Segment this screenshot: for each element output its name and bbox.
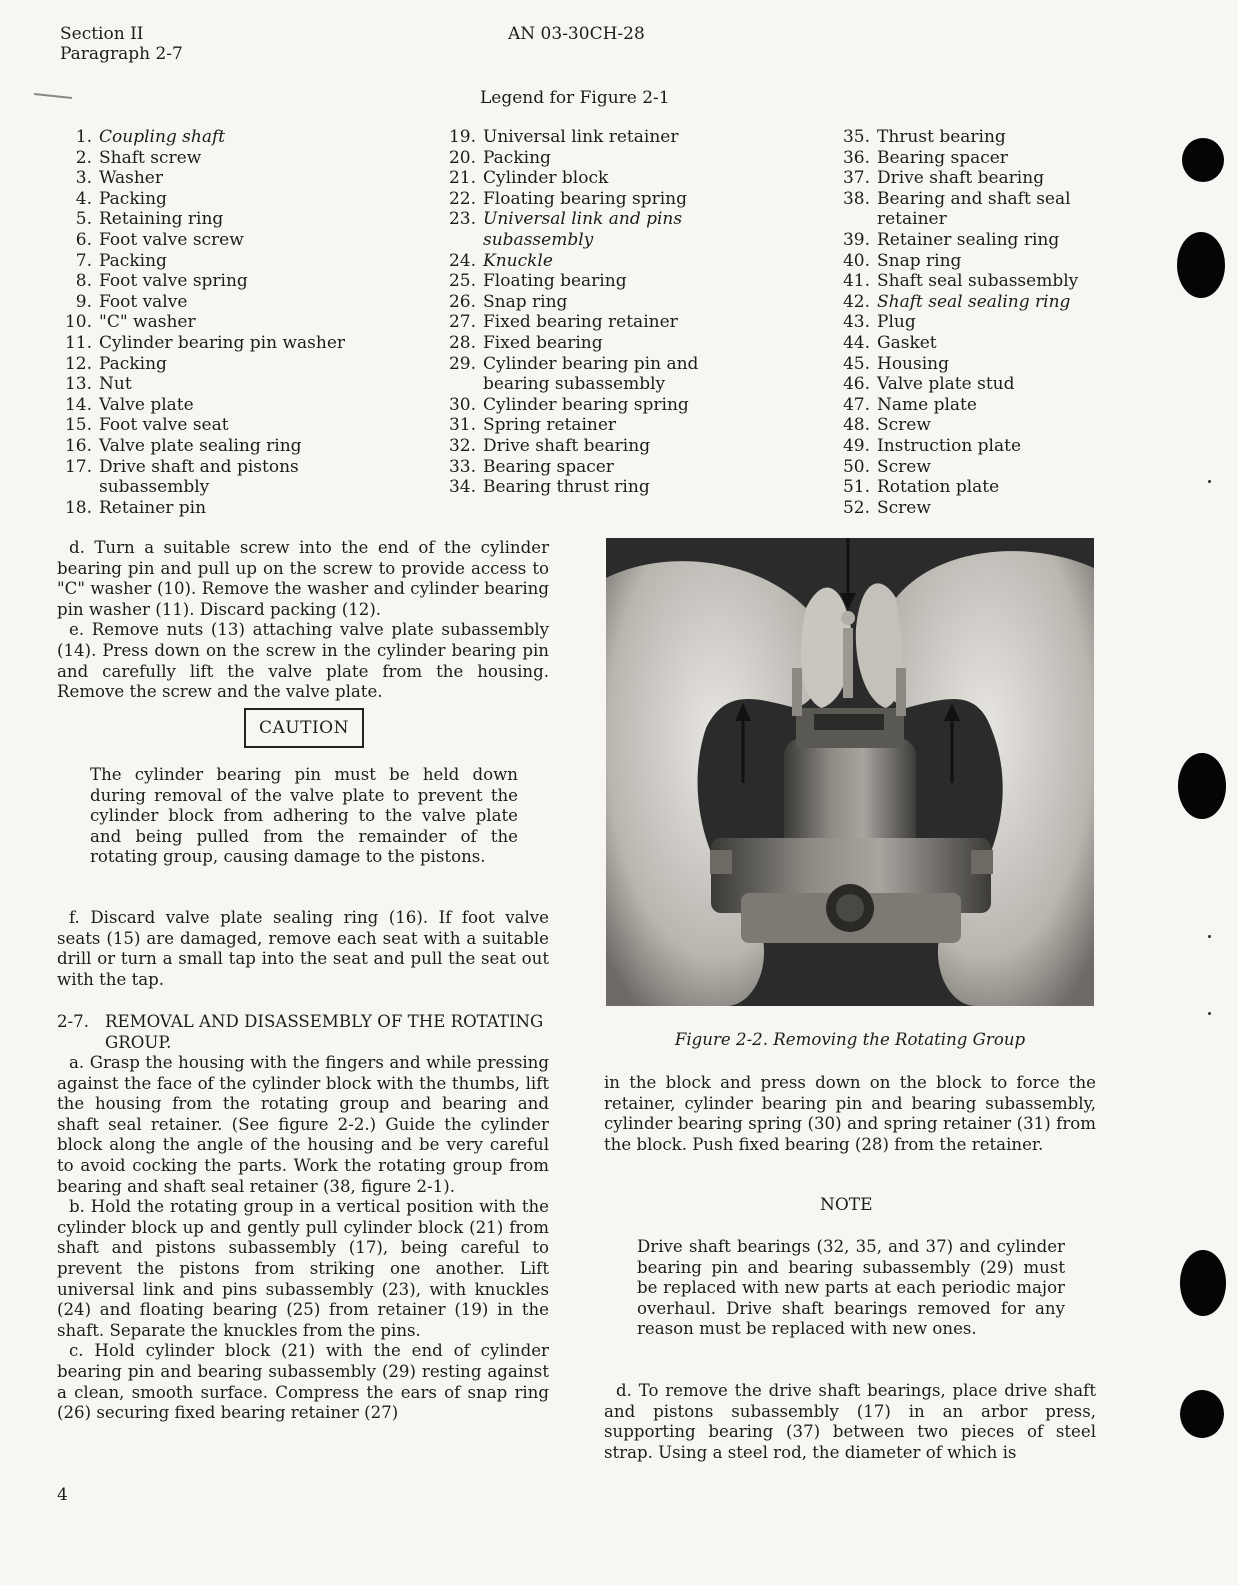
step-d-text: d. Turn a suitable screw into the end of the cylinder bearing pin and pull up on the screw to provide access to "C" washer (10). Remove the washer and cylinder bearing pin washer (11). Discard packing (12).	[57, 538, 549, 619]
legend-item	[434, 127, 734, 148]
legend-column-2	[434, 127, 734, 498]
legend-item	[50, 354, 380, 375]
legend-item	[828, 333, 1103, 354]
legend-item-text: Drive shaft bearing	[877, 168, 1045, 189]
step-d-drive-shaft	[604, 1381, 1096, 1463]
legend-item	[50, 251, 380, 272]
legend-item-text: Valve plate stud	[877, 374, 1015, 395]
legend-item	[434, 312, 734, 333]
legend-item-number: 36.	[842, 147, 870, 168]
section-heading	[57, 1012, 549, 1053]
legend-item-number: 6.	[75, 229, 92, 250]
legend-item-text: Floating bearing spring	[483, 188, 687, 209]
legend-item	[434, 477, 734, 498]
legend-title: Legend for Figure 2-1	[480, 88, 670, 108]
legend-item-number: 14.	[64, 394, 92, 415]
legend-item	[50, 395, 380, 416]
legend-item-text: Fixed bearing	[483, 332, 603, 353]
note-text: Drive shaft bearings (32, 35, and 37) and cylinder bearing pin and bearing subassembly (29) must be replaced with new parts at each periodic major overhaul. Drive shaft bearings removed for any reason must be replaced with new ones.	[637, 1237, 1065, 1339]
legend-item	[50, 457, 380, 498]
legend-item	[828, 354, 1103, 375]
legend-item-number: 24.	[448, 250, 476, 271]
legend-item-number: 18.	[64, 497, 92, 518]
legend-item-text: Gasket	[877, 332, 937, 353]
legend-item-number: 41.	[842, 271, 870, 292]
scan-speck	[1208, 480, 1211, 483]
legend-item-text: Coupling shaft	[99, 127, 226, 147]
legend-item-text: Housing	[877, 353, 950, 374]
legend-item	[828, 312, 1103, 333]
legend-item-number: 19.	[448, 127, 476, 147]
legend-item	[434, 436, 734, 457]
legend-item-text: Bearing thrust ring	[483, 477, 650, 498]
legend-item-text: Thrust bearing	[877, 127, 1006, 147]
legend-item	[50, 230, 380, 251]
legend-item	[434, 354, 734, 395]
legend-item	[50, 333, 380, 354]
legend-item-number: 8.	[75, 271, 92, 292]
legend-item-text: Universal link retainer	[483, 127, 679, 147]
legend-item	[828, 148, 1103, 169]
legend-item-text: Valve plate sealing ring	[99, 435, 302, 456]
binder-hole	[1177, 232, 1225, 298]
legend-item-text: Packing	[99, 250, 167, 271]
legend-item-number: 27.	[448, 312, 476, 333]
legend-item-text: Plug	[877, 312, 916, 333]
legend-item	[434, 209, 734, 250]
note-label: NOTE	[820, 1195, 873, 1215]
legend-item-number: 28.	[448, 332, 476, 353]
legend-item-number: 3.	[75, 168, 92, 189]
legend-item-number: 13.	[64, 374, 92, 395]
binder-hole	[1178, 753, 1226, 819]
legend-item	[434, 457, 734, 478]
legend-item-number: 22.	[448, 188, 476, 209]
legend-item-number: 4.	[75, 188, 92, 209]
legend-item	[50, 436, 380, 457]
legend-item-number: 7.	[75, 250, 92, 271]
legend-item-number: 50.	[842, 456, 870, 477]
legend-item-text: Fixed bearing retainer	[483, 312, 678, 333]
binder-hole	[1182, 138, 1224, 182]
binder-hole	[1180, 1390, 1224, 1438]
legend-item-text: Foot valve	[99, 291, 188, 312]
heading-number: 2-7.	[57, 1012, 89, 1031]
legend-item-number: 32.	[448, 435, 476, 456]
legend-item-number: 12.	[64, 353, 92, 374]
legend-item-text: Bearing spacer	[877, 147, 1008, 168]
legend-item	[828, 395, 1103, 416]
scan-speck	[1208, 935, 1211, 938]
legend-item	[828, 498, 1103, 519]
legend-item-number: 47.	[842, 394, 870, 415]
legend-item-text: Shaft seal sealing ring	[877, 291, 1071, 312]
legend-item	[828, 415, 1103, 436]
legend-item-text: Rotation plate	[877, 477, 1000, 498]
legend-item	[50, 374, 380, 395]
page-number: 4	[57, 1485, 68, 1505]
legend-item-text: Shaft seal subassembly	[877, 271, 1079, 292]
legend-item-number: 5.	[75, 209, 92, 230]
legend-item-number: 25.	[448, 271, 476, 292]
section-label: Section II	[60, 24, 144, 44]
legend-item	[828, 189, 1103, 230]
legend-item-number: 44.	[842, 332, 870, 353]
legend-item	[828, 457, 1103, 478]
legend-item	[828, 374, 1103, 395]
legend-item	[50, 148, 380, 169]
step-c-continued-text: in the block and press down on the block to force the retainer, cylinder bearing pin and bearing subassembly, cylinder bearing spring (30) and spring retainer (31) from the block. Push fixed bearing (28) from the retainer.	[604, 1073, 1096, 1154]
caution-box	[244, 708, 364, 748]
legend-item	[50, 127, 380, 148]
legend-item-text: Cylinder bearing pin and bearing subassembly	[483, 353, 699, 395]
legend-item	[434, 395, 734, 416]
step-f-text: f. Discard valve plate sealing ring (16). If foot valve seats (15) are damaged, remove each seat with a suitable drill or turn a small tap into the seat and pull the seat out with the tap.	[57, 908, 549, 989]
legend-item-text: Retainer pin	[99, 497, 207, 518]
legend-item-text: Drive shaft bearing	[483, 435, 651, 456]
legend-item-text: Shaft screw	[99, 147, 202, 168]
step-b-text: b. Hold the rotating group in a vertical position with the cylinder block up and gently pull cylinder block (21) from shaft and pistons subassembly (17), being careful to prevent the pistons from striking one another. Lift universal link and pins subassembly (23), with knuckles (24) and floating bearing (25) from retainer (19) in the shaft. Separate the knuckles from the pins.	[57, 1197, 549, 1340]
legend-item-number: 48.	[842, 415, 870, 436]
legend-item-number: 23.	[448, 209, 476, 230]
legend-item	[434, 271, 734, 292]
legend-item-number: 39.	[842, 229, 870, 250]
legend-item	[434, 168, 734, 189]
legend-item-text: Packing	[99, 188, 167, 209]
legend-item-number: 37.	[842, 168, 870, 189]
legend-column-1	[50, 127, 380, 518]
legend-item-text: Nut	[99, 374, 132, 395]
legend-item-text: Retaining ring	[99, 209, 224, 230]
heading-text: REMOVAL AND DISASSEMBLY OF THE ROTATING GROUP.	[105, 1012, 544, 1052]
legend-item-text: Valve plate	[99, 394, 194, 415]
legend-item-text: Knuckle	[483, 250, 553, 271]
legend-item	[434, 415, 734, 436]
legend-item	[434, 333, 734, 354]
legend-item	[828, 292, 1103, 313]
caution-text: The cylinder bearing pin must be held down during removal of the valve plate to prevent the cylinder block from adhering to the valve plate and being pulled from the remainder of the rotating group, causing damage to the pistons.	[90, 765, 518, 867]
legend-item	[434, 292, 734, 313]
legend-item	[828, 477, 1103, 498]
legend-item	[50, 209, 380, 230]
step-c-continued	[604, 1073, 1096, 1155]
scan-speck	[1208, 1012, 1211, 1015]
legend-item	[50, 312, 380, 333]
legend-item-number: 40.	[842, 250, 870, 271]
legend-item-number: 35.	[842, 127, 870, 147]
legend-item	[434, 251, 734, 272]
photo-illustration	[606, 538, 1094, 1006]
legend-item	[828, 230, 1103, 251]
legend-item	[50, 498, 380, 519]
legend-item	[434, 189, 734, 210]
legend-item-text: Foot valve seat	[99, 415, 229, 436]
legend-item-number: 29.	[448, 353, 476, 374]
step-a-text: a. Grasp the housing with the fingers and while pressing against the face of the cylinder block with the thumbs, lift the housing from the rotating group and bearing and shaft seal retainer. (See figure 2-2.) Guide the cylinder block along the angle of the housing and be very careful to avoid cocking the parts. Work the rotating group from bearing and shaft seal retainer (38, figure 2-1).	[57, 1053, 549, 1196]
legend-item-text: Foot valve spring	[99, 271, 248, 292]
legend-column-3	[828, 127, 1103, 518]
legend-item-number: 33.	[448, 456, 476, 477]
step-c-text: c. Hold cylinder block (21) with the end of cylinder bearing pin and bearing subassembly (29) resting against a clean, smooth surface. Compress the ears of snap ring (26) securing fixed bearing retainer (27)	[57, 1341, 549, 1423]
legend-item-text: Packing	[483, 147, 551, 168]
legend-item-text: "C" washer	[99, 312, 196, 333]
legend-item-number: 52.	[842, 497, 870, 518]
legend-item-number: 15.	[64, 415, 92, 436]
legend-item-text: Screw	[877, 415, 931, 436]
legend-item-number: 1.	[75, 127, 92, 147]
legend-item-number: 38.	[842, 188, 870, 209]
step-f	[57, 908, 549, 990]
legend-item-text: Snap ring	[483, 291, 568, 312]
legend-item-number: 26.	[448, 291, 476, 312]
legend-item-number: 10.	[64, 312, 92, 333]
legend-item-text: Snap ring	[877, 250, 962, 271]
legend-item-text: Washer	[99, 168, 163, 189]
legend-item-text: Foot valve screw	[99, 229, 244, 250]
legend-item-text: Cylinder bearing pin washer	[99, 332, 346, 353]
legend-item-number: 21.	[448, 168, 476, 189]
legend-item	[828, 127, 1103, 148]
legend-item-text: Bearing and shaft seal retainer	[877, 188, 1071, 230]
binder-hole	[1180, 1250, 1226, 1316]
legend-item	[50, 415, 380, 436]
legend-item-text: Packing	[99, 353, 167, 374]
legend-item-number: 11.	[64, 332, 92, 353]
legend-item-text: Screw	[877, 497, 931, 518]
legend-item-number: 17.	[64, 456, 92, 477]
legend-item-number: 2.	[75, 147, 92, 168]
legend-item	[50, 271, 380, 292]
legend-item	[828, 251, 1103, 272]
legend-item-number: 46.	[842, 374, 870, 395]
legend-item	[434, 148, 734, 169]
legend-item	[50, 292, 380, 313]
legend-item-text: Floating bearing	[483, 271, 627, 292]
legend-item-text: Drive shaft and pistons subassembly	[99, 456, 299, 498]
legend-item-text: Instruction plate	[877, 435, 1022, 456]
step-e-text: e. Remove nuts (13) attaching valve plate subassembly (14). Press down on the screw in the cylinder bearing pin and carefully lift the valve plate from the housing. Remove the screw and the valve plate.	[57, 620, 549, 702]
step-d2-text: d. To remove the drive shaft bearings, place drive shaft and pistons subassembly (17) in an arbor press, supporting bearing (37) between two pieces of steel strap. Using a steel rod, the diameter of which is	[604, 1381, 1096, 1462]
legend-item-text: Cylinder bearing spring	[483, 394, 689, 415]
step-d	[57, 538, 549, 703]
legend-item-number: 31.	[448, 415, 476, 436]
legend-item-text: Universal link and pins subassembly	[483, 209, 683, 250]
legend-item	[50, 168, 380, 189]
legend-item-text: Name plate	[877, 394, 977, 415]
legend-item-text: Screw	[877, 456, 931, 477]
legend-item-text: Spring retainer	[483, 415, 617, 436]
legend-item-number: 43.	[842, 312, 870, 333]
legend-item-number: 9.	[75, 291, 92, 312]
scan-mark	[34, 93, 72, 99]
document-number: AN 03-30CH-28	[508, 24, 645, 44]
caution-label: CAUTION	[259, 718, 349, 738]
legend-item-number: 30.	[448, 394, 476, 415]
legend-item	[50, 189, 380, 210]
legend-item-number: 34.	[448, 477, 476, 498]
legend-item	[828, 436, 1103, 457]
legend-item	[828, 271, 1103, 292]
legend-item-number: 42.	[842, 291, 870, 312]
figure-2-2-photo	[606, 538, 1094, 1006]
legend-item-text: Bearing spacer	[483, 456, 614, 477]
legend-item	[828, 168, 1103, 189]
figure-caption: Figure 2-2. Removing the Rotating Group	[674, 1030, 1026, 1049]
legend-item-number: 49.	[842, 435, 870, 456]
legend-item-number: 45.	[842, 353, 870, 374]
steps-a-c	[57, 1053, 549, 1424]
paragraph-label: Paragraph 2-7	[60, 44, 183, 64]
legend-item-number: 16.	[64, 435, 92, 456]
legend-item-number: 20.	[448, 147, 476, 168]
legend-item-text: Cylinder block	[483, 168, 609, 189]
legend-item-text: Retainer sealing ring	[877, 229, 1060, 250]
legend-item-number: 51.	[842, 477, 870, 498]
